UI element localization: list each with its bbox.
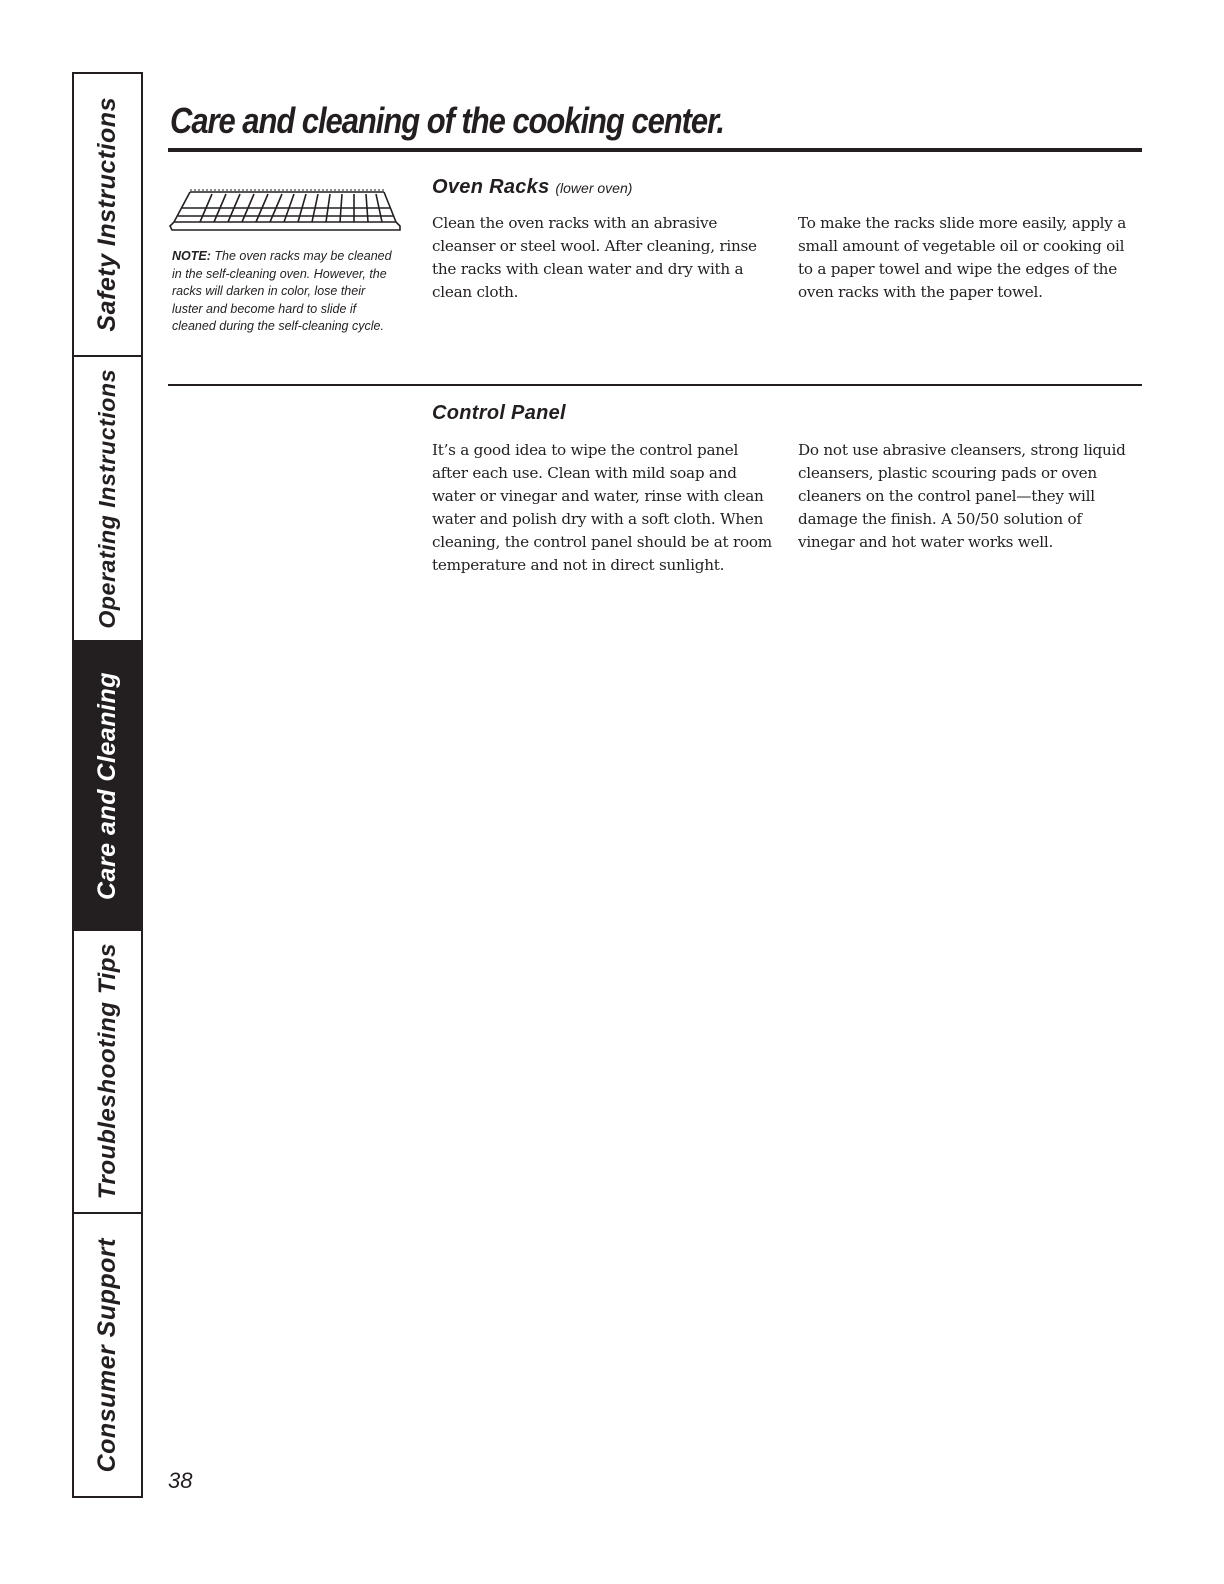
note-label: NOTE: [172,249,211,263]
tab-label: Operating Instructions [94,368,120,629]
oven-racks-heading [432,176,632,199]
tab-label: Safety Instructions [93,97,121,332]
note-text: The oven racks may be cleaned in the self-cleaning oven. However, the racks will darken in color, lose their luster and become hard to slide if cleaned during the self-cleaning cycle. [172,249,392,334]
tab-label: Consumer Support [93,1237,121,1473]
oven-racks-title: Oven Racks [432,176,550,198]
oven-racks-note [172,248,392,336]
oven-rack-illustration [168,178,404,236]
oven-racks-paragraph-2: To make the racks slide more easily, apply a small amount of vegetable oil or cooking oil to a paper towel and wipe the edges of the oven racks with the paper towel. [798,214,1126,301]
page-number: 38 [168,1468,193,1493]
tab-label: Troubleshooting Tips [93,943,121,1200]
oven-racks-paragraph-1: Clean the oven racks with an abrasive cleanser or steel wool. After cleaning, rinse the racks with clean water and dry with a clean cloth. [432,214,757,301]
control-panel-paragraph-1: It’s a good idea to wipe the control panel after each use. Clean with mild soap and water or vinegar and water, rinse with clean water and polish dry with a soft cloth. When cleaning, the control panel should be at room temperature and not in direct sunlight. [432,441,772,574]
tab-operating-instructions[interactable] [74,357,141,642]
section-divider [168,384,1142,386]
tab-safety-instructions[interactable] [74,74,141,357]
title-divider [168,148,1142,152]
tab-label: Care and Cleaning [93,671,121,900]
tab-troubleshooting-tips[interactable] [74,931,141,1214]
page-title: Care and cleaning of the cooking center. [170,100,724,141]
tab-consumer-support[interactable] [74,1214,141,1496]
tab-care-and-cleaning[interactable] [74,642,141,931]
side-tabs [72,72,143,1498]
oven-racks-subheading: (lower oven) [555,180,633,196]
control-panel-heading: Control Panel [432,402,566,424]
control-panel-paragraph-2: Do not use abrasive cleansers, strong liquid cleansers, plastic scouring pads or oven cleaners on the control panel—they will damage the finish. A 50/50 solution of vinegar and hot water works well. [798,441,1126,551]
